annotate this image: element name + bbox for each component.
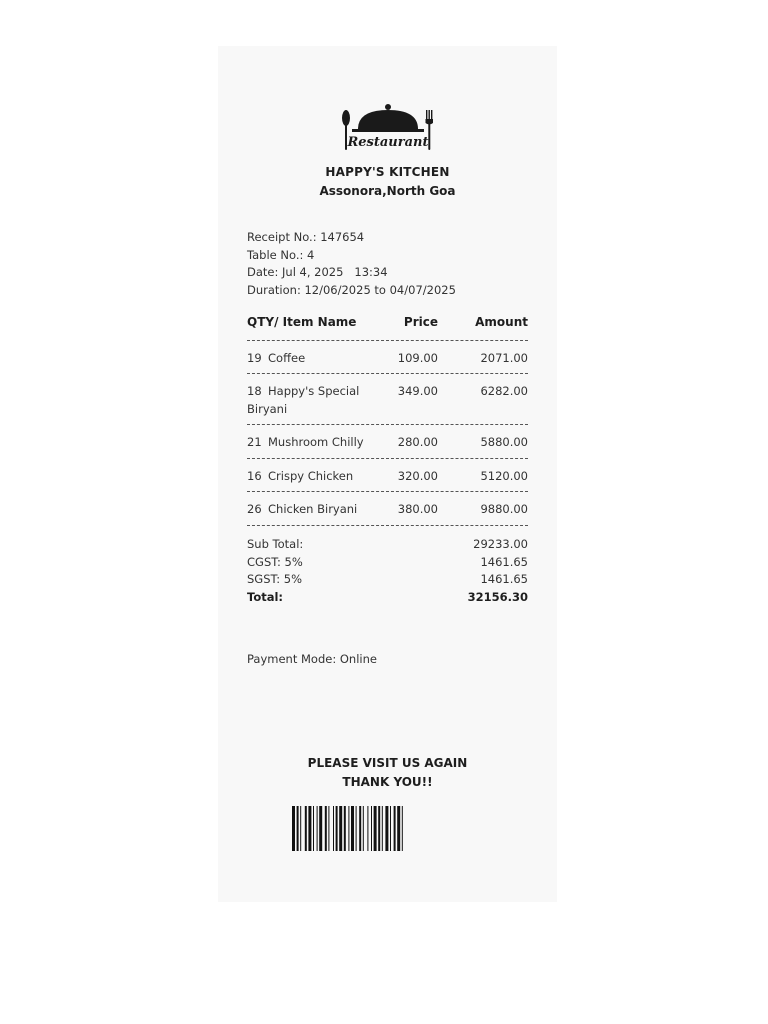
item-price: 320.00 — [397, 469, 438, 483]
divider — [247, 340, 528, 341]
sgst-value: 1461.65 — [480, 572, 528, 586]
item-qty: 26 — [247, 502, 262, 516]
item-qty: 19 — [247, 351, 262, 365]
column-header-item: QTY/ Item Name — [247, 315, 357, 329]
item-qty: 18 — [247, 384, 262, 398]
cgst-label: CGST: 5% — [247, 555, 303, 569]
item-name: Happy's Special — [268, 384, 360, 398]
item-price: 380.00 — [397, 502, 438, 516]
footer-visit-again: PLEASE VISIT US AGAIN — [307, 756, 468, 770]
store-address: Assonora,North Goa — [319, 184, 456, 198]
receipt-duration: Duration: 12/06/2025 to 04/07/2025 — [247, 283, 456, 297]
column-header-price: Price — [403, 315, 438, 329]
barcode-icon — [292, 806, 482, 851]
item-qty: 16 — [247, 469, 262, 483]
item-amount: 2071.00 — [480, 351, 528, 365]
divider — [247, 491, 528, 492]
subtotal-value: 29233.00 — [473, 537, 528, 551]
receipt — [218, 46, 557, 902]
restaurant-cloche-icon — [340, 102, 436, 152]
receipt-date: Date: Jul 4, 2025 13:34 — [247, 265, 388, 279]
logo-text: Restaurant — [347, 135, 429, 150]
total-value: 32156.30 — [467, 590, 528, 604]
item-amount: 6282.00 — [480, 384, 528, 398]
sgst-label: SGST: 5% — [247, 572, 303, 586]
item-name: Coffee — [268, 351, 306, 365]
store-name: HAPPY'S KITCHEN — [325, 165, 450, 179]
divider — [247, 424, 528, 425]
cgst-value: 1461.65 — [480, 555, 528, 569]
item-name: Crispy Chicken — [268, 469, 354, 483]
divider — [247, 525, 528, 526]
divider — [247, 373, 528, 374]
item-price: 349.00 — [397, 384, 438, 398]
item-name: Mushroom Chilly — [268, 435, 364, 449]
item-qty: 21 — [247, 435, 262, 449]
item-amount: 5880.00 — [480, 435, 528, 449]
item-price: 109.00 — [397, 351, 438, 365]
item-name-continued: Biryani — [247, 402, 288, 416]
item-name: Chicken Biryani — [268, 502, 358, 516]
subtotal-label: Sub Total: — [247, 537, 304, 551]
item-price: 280.00 — [397, 435, 438, 449]
divider — [247, 458, 528, 459]
column-header-amount: Amount — [475, 315, 528, 329]
total-label: Total: — [247, 590, 284, 604]
payment-mode: Payment Mode: Online — [247, 652, 377, 666]
item-amount: 9880.00 — [480, 502, 528, 516]
footer-thank-you: THANK YOU!! — [342, 775, 433, 789]
item-amount: 5120.00 — [480, 469, 528, 483]
receipt-number: Receipt No.: 147654 — [247, 230, 365, 244]
table-number: Table No.: 4 — [247, 248, 315, 262]
